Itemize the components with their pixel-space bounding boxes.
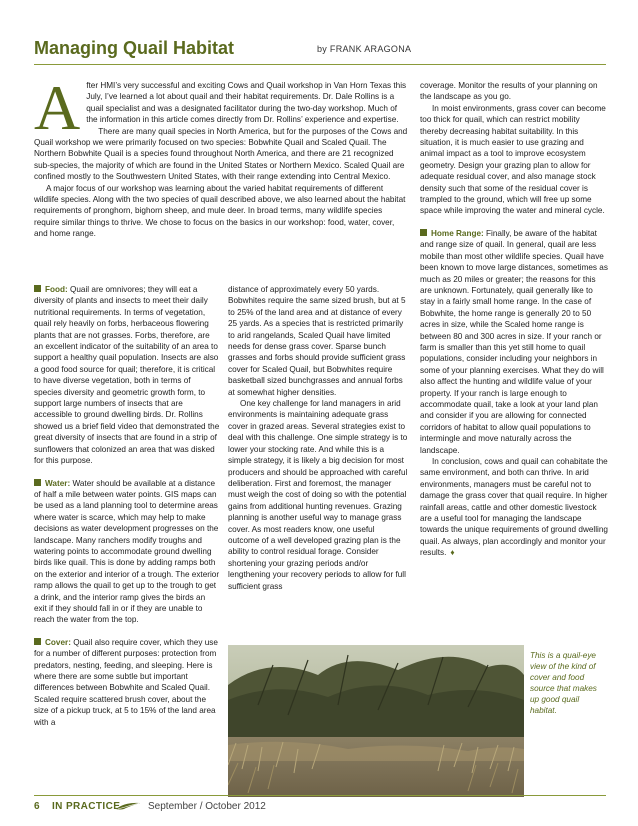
habitat-photo-image — [228, 645, 524, 797]
middle-paragraph-2: One key challenge for land managers in arid environments is maintaining adequate grass cover in grazed areas. Several strategies exist to deal with this challenge. One simple strategy is to lower your stocking rate. And while this is a simple strategy, it is likely a big decision for most producers and should be approached with careful deliberation. First and foremost, the manager must weigh the cost of doing so with the potential gains from additional hunting revenues. Grazing planning is another useful way to manage grass cover. As most readers know, one useful outcome of a well developed grazing plan is the ability to control residual forage. Consider shortening your grazing periods and/or lengthening your recovery periods to allow for full sufficient grass — [228, 399, 408, 591]
photo-caption: This is a quail-eye view of the kind of cover and food source that makes up good quail habitat. — [530, 651, 597, 715]
intro-paragraph-1: fter HMI’s very successful and exciting Cows and Quail workshop in Van Horn Texas this July, I’ve learned a lot about quail and their habitat requirements. Dr. Dale Rollins is a quail specialist and was a designated facilitator during the two-day workshop. Much of the information in this article comes directly from Dr. Rollins’ experience and expertise. — [86, 81, 407, 125]
quail-habitat-photo — [228, 645, 524, 797]
drop-cap: A — [34, 72, 81, 143]
right-paragraph-1: coverage. Monitor the results of your planning on the landscape as you go. — [420, 81, 598, 102]
home-range-text: Finally, be aware of the habitat and range size of quail. In general, quail are less mobile than most other wildlife species. Quail have been known to move large distances, sometimes as much as 20 miles or greater; the reasons for this are unknown. Fortunately, quail generally like to stay in a fairly small home range. In the case of Bobwhite, the home range is generally 20 to 50 acres in size, while the Scaled home range is between 80 and 300 acres in size. If your ranch or farm is smaller than this yet still home to quail populations, consider including your neighbors in some of your planning exercises. What they do will also affect the hunting and wildlife value of your property. If your ranch is large enough to accommodate quail, take a look at your land plan and consider if you are allowing for connected corridors of habitat to allow quail populations to intermingle and move naturally across the landscape. — [420, 228, 608, 455]
column-right — [420, 80, 608, 559]
intro-paragraph-2: There are many quail species in North America, but for the purposes of the Cows and Quail workshop we were primarily focused on two species: Bobwhite Quail and Scaled Quail. The Northern Bobwhite Quail is a species found throughout North America, and there are 21 recognized sub-species, the majority of which are found in the United States or Northern Mexico. Scaled Quail are confined mostly to the Southwestern United States, with their range extending into Central Mexico. — [34, 126, 408, 182]
square-bullet-icon — [34, 285, 41, 292]
food-text: Quail are omnivores; they will eat a diversity of plants and insects to meet their daily nutritional requirements. In terms of vegetation, quail rely heavily on forbs, herbaceous flowering plants that are not grasses. Forbs, therefore, are an excellent indicator of the suitability of an area to support a healthy quail population. Insects are also a good food source for quail; therefore, it is critical to have diverse vegetation, both in terms of species diversity and geometric growth form, to support large numbers of insects that are accessible to ground dwelling birds. Dr. Rollins showed us a brief field video that demonstrated the great diversity of insects that are found in a strip of sunflowers that colonized an area that was disked for this purpose. — [34, 285, 220, 466]
byline: by FRANK ARAGONA — [317, 44, 412, 54]
square-bullet-icon — [34, 479, 41, 486]
food-section — [34, 284, 220, 467]
conclusion-paragraph — [420, 456, 608, 559]
magazine-name: IN PRACTICE — [52, 801, 121, 812]
column-left — [34, 284, 220, 728]
end-mark-icon: ♦ — [450, 548, 455, 558]
water-text: Water should be available at a distance of half a mile between water points. GIS maps can be used as a land planning tool to determine areas where water is scarce, which may help to make decisions as water development progresses on the landscape. Many ranchers modify troughs and watering points to accommodate ground dwelling birds like quail. This is done by adding ramps both on the exterior and interior of a trough. The exterior ramp allows the quail to get up to the trough to get a drink, and the interior ramp gives the birds an exit if they should fall in or if they are unable to reach the water from the top. — [34, 478, 220, 625]
issue-date: September / October 2012 — [148, 801, 266, 812]
feather-icon — [115, 800, 141, 812]
home-range-heading: Home Range: — [431, 228, 484, 238]
intro-paragraph-3: A major focus of our workshop was learning about the varied habitat requirements of different wildlife species. Along with the two species of quail described above, we also learned about the habitat requirements of pronghorn, bighorn sheep, and mule deer. In broad terms, many wildlife species require similar things to thrive. We chose to focus on the basics in our workshop: food, water, cover, and home range. — [34, 183, 406, 239]
right-paragraph-2: In moist environments, grass cover can become too thick for quail, which can restrict mobility thereby decreasing habitat suitability. In this situation, it is much easier to use grazing and animal impact as a tool to improve ecosystem geometry. Design your grazing plan to allow for adequate residual cover, and also manage stock density such that some of the residual cover is trampled to the ground, which will free up some space while improving the water and mineral cycle. — [420, 103, 606, 216]
cover-text: Quail also require cover, which they use for a number of different purposes: protection from predators, nesting, feeding, and sleeping. Here is where there are some subtle but important differences between Bobwhite and Scaled Quail. Scaled require scattered brush cover, about the size of a pickup truck, at 5 to 15% of the land area with a — [34, 637, 218, 727]
footer-rule — [34, 795, 606, 796]
middle-paragraph-1: distance of approximately every 50 yards. Bobwhites require the same sized brush, but at 5 to 25% of the land area and at distance of every 25 yards. As a species that is restricted primarily to arid rangelands, Scaled Quail have limited needs for dense grass cover. Sparse bunch grasses and forbs should provide sufficient grass cover for Scaled Quail, but Bobwhites require basketball sized bunchgrasses and annual forbs at somewhat higher densities. — [228, 285, 406, 397]
water-section — [34, 478, 220, 626]
water-heading: Water: — [45, 478, 71, 488]
cover-heading: Cover: — [45, 637, 71, 647]
conclusion-text: In conclusion, cows and quail can cohabitate the same environment, and both can thrive. In arid environments, managers must be careful not to damage the grass cover that quail require. In higher rainfall areas, cattle and other domestic livestock are a useful tool for managing the landscape towards the unique requirements of ground dwelling quail. As always, plan accordingly and monitor your results. — [420, 457, 608, 558]
square-bullet-icon — [34, 638, 41, 645]
header-rule — [34, 64, 606, 65]
food-heading: Food: — [45, 285, 68, 294]
home-range-section — [420, 228, 608, 456]
article-title: Managing Quail Habitat — [34, 38, 235, 58]
page-number: 6 — [34, 801, 40, 812]
column-middle — [228, 284, 408, 592]
intro-section — [34, 72, 408, 240]
cover-section — [34, 637, 220, 728]
square-bullet-icon — [420, 229, 427, 236]
